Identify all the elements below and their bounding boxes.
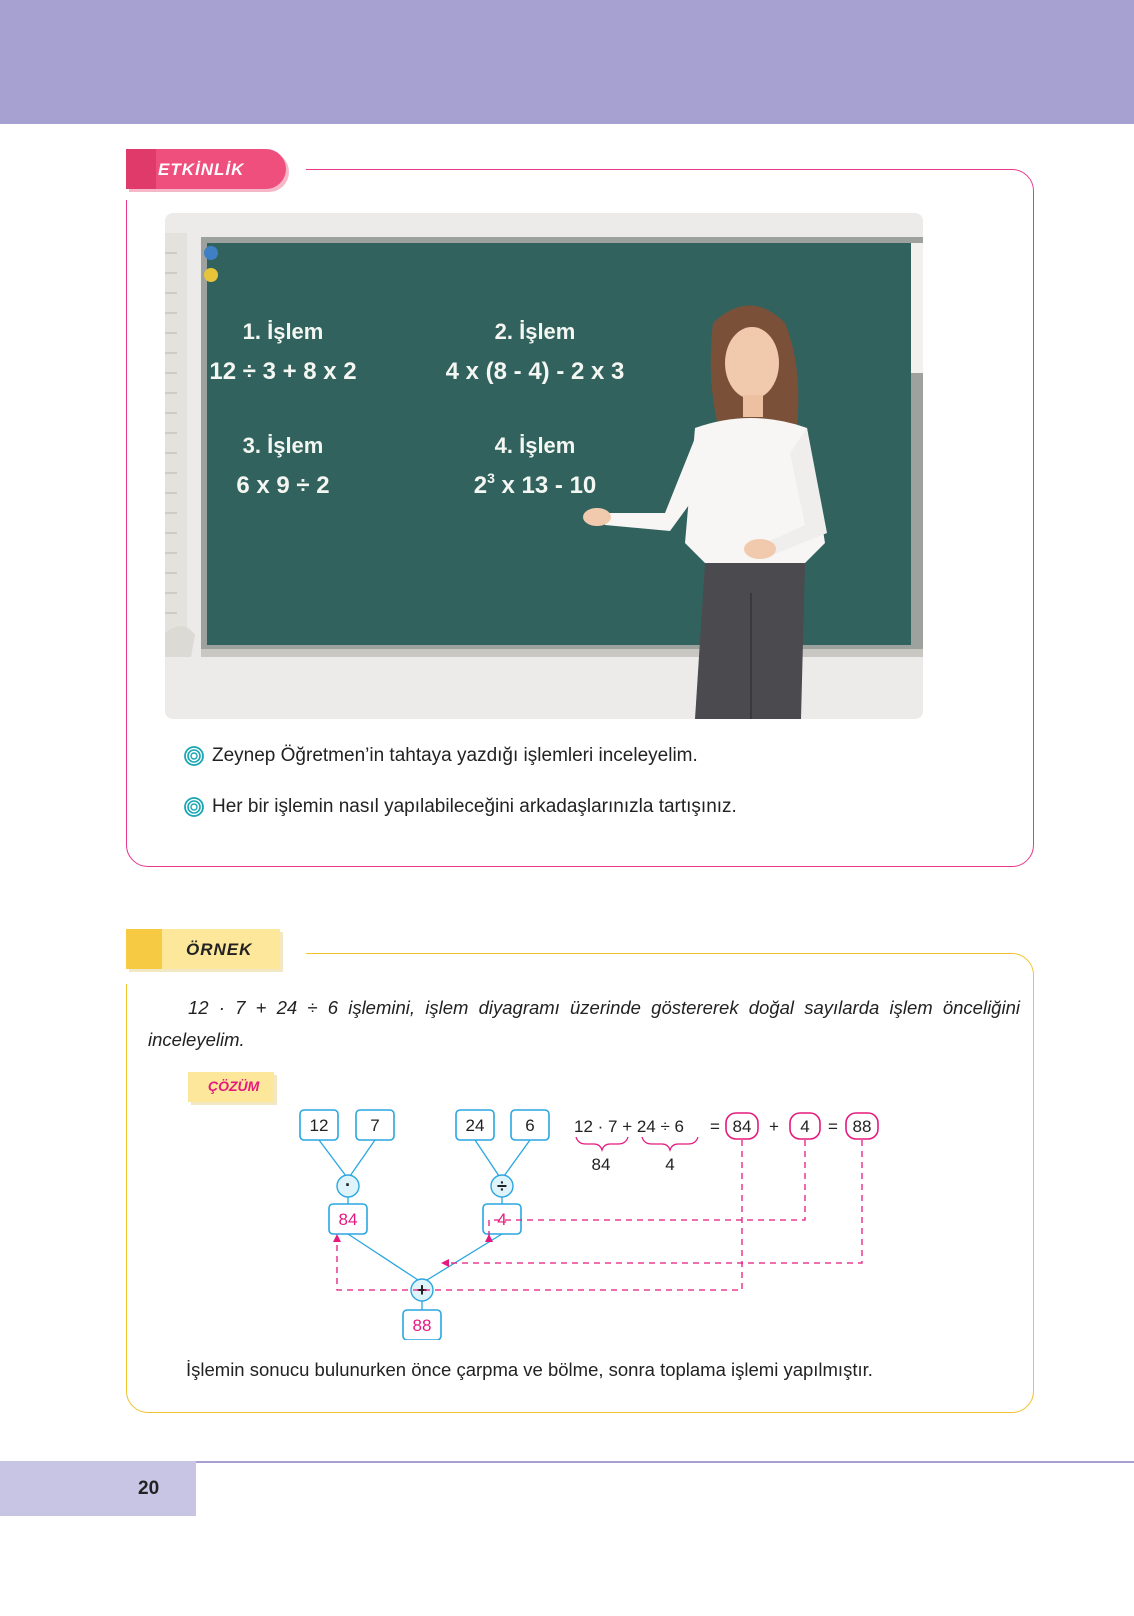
equation-under-1: 84 <box>591 1155 611 1174</box>
op-divide: ÷ <box>497 1176 507 1196</box>
diagram-result-1: 84 <box>338 1210 358 1229</box>
equals-1: = <box>710 1117 720 1136</box>
ornek-label: ÖRNEK <box>186 940 253 959</box>
board-op4-title: 4. İşlem <box>494 433 576 458</box>
diagram-input-d: 6 <box>525 1116 535 1135</box>
equation-value-1: 84 <box>732 1117 752 1136</box>
target-icon <box>184 746 204 766</box>
diagram-result-2: 4 <box>497 1210 507 1229</box>
board-op4-expr: $2^3$ x 13 - 10 <box>473 470 597 499</box>
etkinlik-label: ETKİNLİK <box>158 160 245 179</box>
header-band <box>0 0 1134 124</box>
equals-2: = <box>828 1117 838 1136</box>
board-op1-title: 1. İşlem <box>242 319 324 344</box>
classroom-photo <box>165 213 923 719</box>
bullet-text-2: Her bir işlemin nasıl yapılabileceğini arkadaşlarınızla tartışınız. <box>212 796 737 817</box>
board-op2-expr: 4 x (8 - 4) - 2 x 3 <box>445 358 625 385</box>
ornek-text: 12 · 7 + 24 ÷ 6 işlemini, işlem diyagramı üzerinde göstererek doğal sayılarda işlem önceliğini inceleyelim. <box>148 997 1020 1050</box>
operation-diagram <box>290 1100 930 1340</box>
ornek-expression: 12 · 7 + 24 ÷ 6 <box>188 997 339 1018</box>
conclusion-text: İşlemin sonucu bulunurken önce çarpma ve bölme, sonra toplama işlemi yapılmıştır. <box>186 1359 873 1380</box>
diagram-input-b: 7 <box>370 1116 380 1135</box>
board-op1-expr: 12 ÷ 3 + 8 x 2 <box>209 358 357 385</box>
bullet-item-2 <box>184 796 737 818</box>
page-number-box <box>0 1461 196 1516</box>
page-number: 20 <box>138 1478 160 1499</box>
diagram-input-c: 24 <box>465 1116 485 1135</box>
target-icon <box>184 797 204 817</box>
bullet-item-1 <box>184 745 698 767</box>
board-op3-title: 3. İşlem <box>242 433 324 458</box>
board-op3-expr: 6 x 9 ÷ 2 <box>236 472 330 499</box>
diagram-result-3: 88 <box>412 1316 432 1335</box>
footer-line <box>196 1461 1134 1463</box>
equation-value-2: 4 <box>800 1117 810 1136</box>
cozum-label: ÇÖZÜM <box>208 1078 260 1094</box>
equation-under-2: 4 <box>665 1155 675 1174</box>
diagram-input-a: 12 <box>309 1116 329 1135</box>
equation-value-3: 88 <box>852 1117 872 1136</box>
op-add: + <box>416 1280 428 1300</box>
equation-left: 12 · 7 + 24 ÷ 6 <box>574 1117 684 1136</box>
board-op2-title: 2. İşlem <box>494 319 576 344</box>
op-multiply: · <box>345 1175 351 1195</box>
bullet-text-1: Zeynep Öğretmen’in tahtaya yazdığı işlemleri inceleyelim. <box>212 745 698 766</box>
plus-sign: + <box>769 1117 779 1136</box>
